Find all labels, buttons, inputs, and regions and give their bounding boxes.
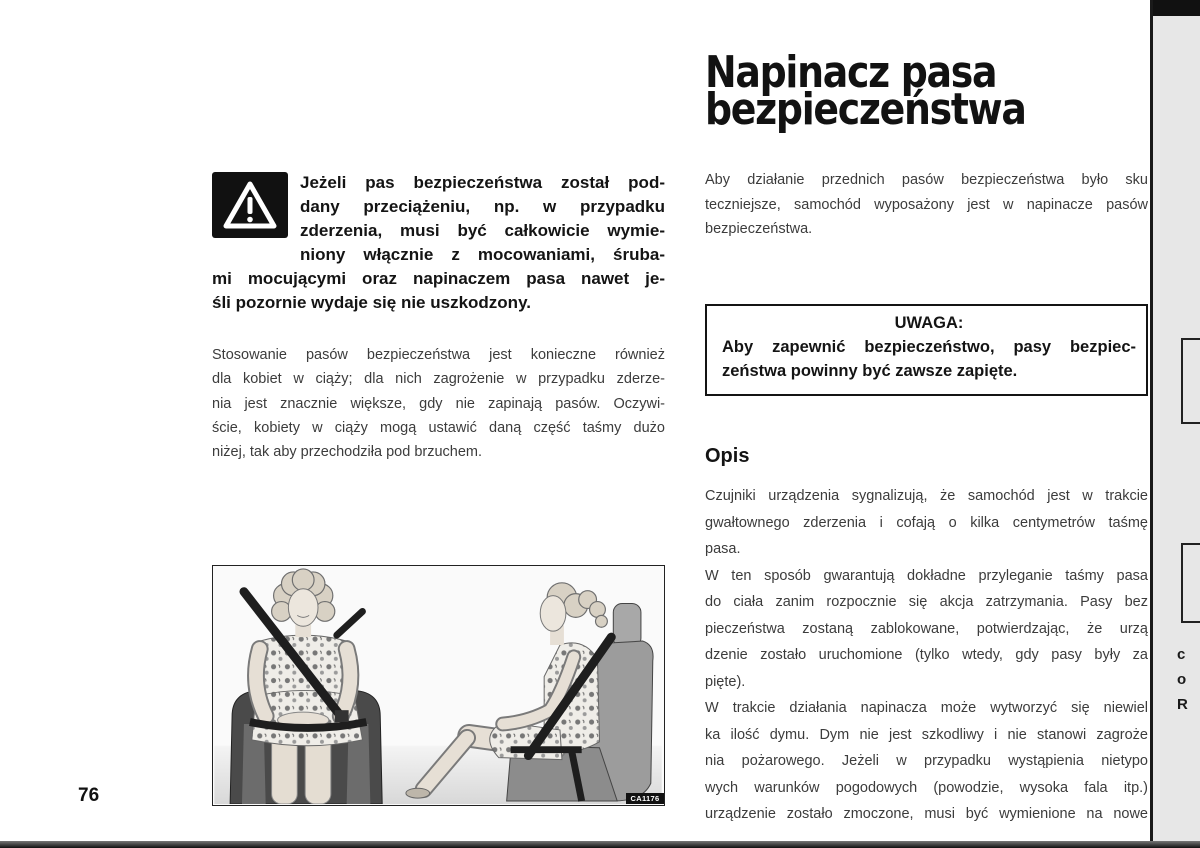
notice-line: zeństwa powinny być zawsze zapięte. [722,362,1018,380]
paragraph-line: Stosowanie pasów bezpieczeństwa jest konieczne również [212,347,665,363]
title-line: bezpieczeństwa [705,84,1026,135]
warning-line: zderzenia, musi być całkowicie wymie- [300,221,665,240]
headrest [613,604,641,647]
intro-line: bezpieczeństwa. [705,221,813,237]
adjacent-page-edge [1150,0,1200,848]
title-line: Napinacz pasa [705,47,997,98]
body-line: pasa. [705,541,741,557]
notice-heading: UWAGA: [894,314,964,332]
paragraph-line: ście, kobiety w ciąży mogą ustawić daną część taśmy dużo [212,419,665,436]
paragraph-line: dla kobiet w ciąży; dla nich zagrożenie w przypadku zderze- [212,371,665,388]
adjacent-box-fragment [1181,543,1200,623]
scan-edge-dark [1153,0,1200,16]
paragraph-line: nia jest znacznie większe, gdy nie zapinają pasów. Oczywi- [212,395,665,412]
intro-line: teczniejsze, samochód wyposażony jest w napinacze pasów [705,196,1148,213]
notice-line: Aby zapewnić bezpieczeństwo, pasy bezpiec- [722,338,1136,356]
page-number: 76 [78,785,100,806]
body-line: pieczeństwa zostaną zablokowane, potwierdzając, że urzą [705,620,1148,637]
warning-line: mi mocującymi oraz napinaczem pasa nawet je- [212,269,665,288]
paragraph-line: niżej, tak aby przechodziła pod brzuchem. [212,444,483,461]
body-line: W ten sposób gwarantują dokładne przyleganie taśmy pasa [705,567,1148,584]
adjacent-letter: o [1177,671,1187,688]
notice-box [705,304,1148,396]
warning-line: Jeżeli pas bezpieczeństwa został pod- [300,173,665,192]
scan-edge-bottom [0,841,1200,848]
body-line: gwałtownego zderzenia i cofają o kilka centymetrów taśmę [705,514,1148,531]
warning-text-continued [212,267,665,315]
page-title [705,47,1066,135]
adjacent-letter: R [1177,696,1188,713]
body-line: nia pożarowego. Jeżeli w przypadku wystąpienia nietypo [705,753,1148,769]
body-line: W trakcie działania napinacza może wytworzyć się niewiel [705,700,1148,716]
adjacent-box-fragment [1181,338,1200,424]
description-paragraph [705,483,1148,828]
body-line: do ciała zanim rozpocznie się akcja zatrzymania. Pasy bez [705,594,1148,610]
figure-code-label: CA1176 [626,793,664,804]
body-line: ka ilość dymu. Dym nie jest szkodliwy i nie stanowi zagroże [705,726,1148,743]
body-line: pięte). [705,673,746,690]
body-line: wych warunków pogodowych (powodzie, wysoka fala itp.) [705,779,1148,796]
warning-triangle-icon [212,172,288,238]
belt-buckle [335,710,349,722]
intro-paragraph [705,168,1148,242]
adjacent-letter: c [1177,646,1186,663]
warning-text [300,171,665,267]
seatbelt-illustration [212,565,665,806]
section-heading: Opis [705,445,750,467]
warning-line: dany przeciążeniu, np. w przypadku [300,197,665,216]
warning-line: niony włącznie z mocowaniami, śruba- [300,245,665,264]
body-line: Czujniki urządzenia sygnalizują, że samochód jest w trakcie [705,488,1148,504]
illustration-drawing [213,566,663,804]
pregnancy-paragraph [212,343,665,464]
warning-line: śli pozornie wydaje się nie uszkodzony. [212,293,531,312]
body-line: urządzenie zostało zmoczone, musi być wymienione na nowe [705,806,1148,822]
intro-line: Aby działanie przednich pasów bezpieczeństwa było sku [705,172,1148,188]
body-line: dzenie zostało uruchomione (tylko wtedy, gdy pasy były za [705,647,1148,663]
